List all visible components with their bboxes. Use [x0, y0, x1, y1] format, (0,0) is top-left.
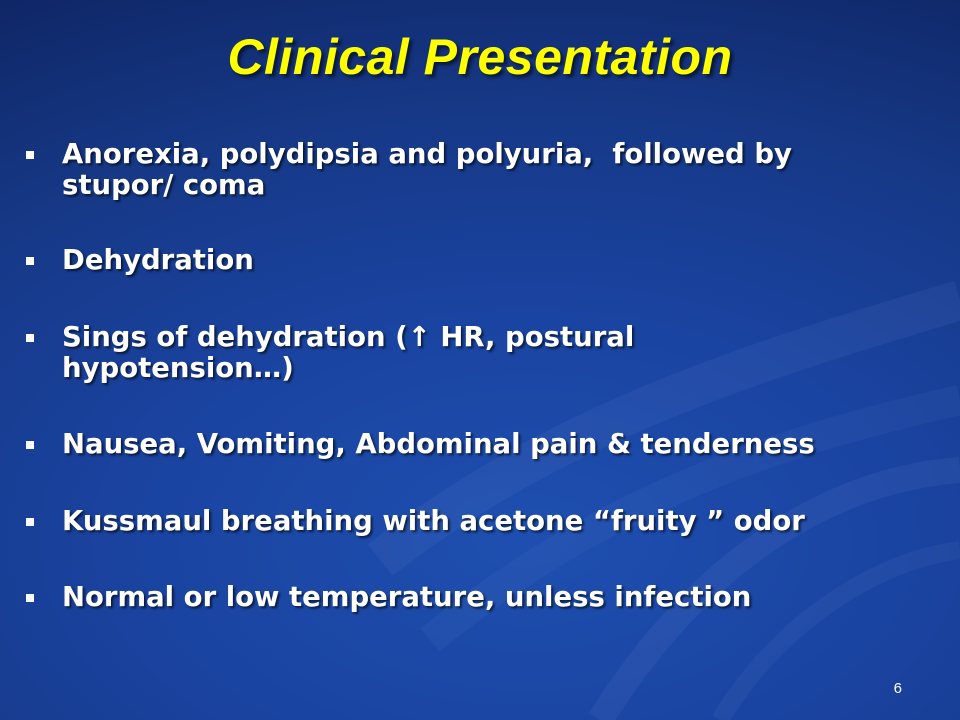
bullet-text: Sings of dehydration (↑ HR, postural hypotension…) [62, 321, 635, 384]
bullet-text: Dehydration [62, 244, 254, 276]
bullet-item [26, 582, 946, 613]
bullet-item [26, 506, 946, 537]
bullet-text: Kussmaul breathing with acetone “fruity ” odor [62, 505, 805, 537]
page-number: 6 [893, 680, 902, 697]
bullet-item [26, 429, 946, 460]
bullet-item [26, 139, 946, 201]
bullet-text: Normal or low temperature, unless infection [62, 581, 752, 613]
square-bullet-icon [26, 518, 34, 526]
bullet-item [26, 322, 946, 384]
bullet-text: Nausea, Vomiting, Abdominal pain & tenderness [62, 428, 815, 460]
square-bullet-icon [26, 334, 34, 342]
square-bullet-icon [26, 594, 34, 602]
square-bullet-icon [26, 151, 34, 159]
square-bullet-icon [26, 441, 34, 449]
slide-title: Clinical Presentation [227, 29, 733, 85]
square-bullet-icon [26, 257, 34, 265]
bullet-item [26, 245, 946, 276]
bullet-text: Anorexia, polydipsia and polyuria, followed by stupor/ coma [62, 138, 792, 201]
